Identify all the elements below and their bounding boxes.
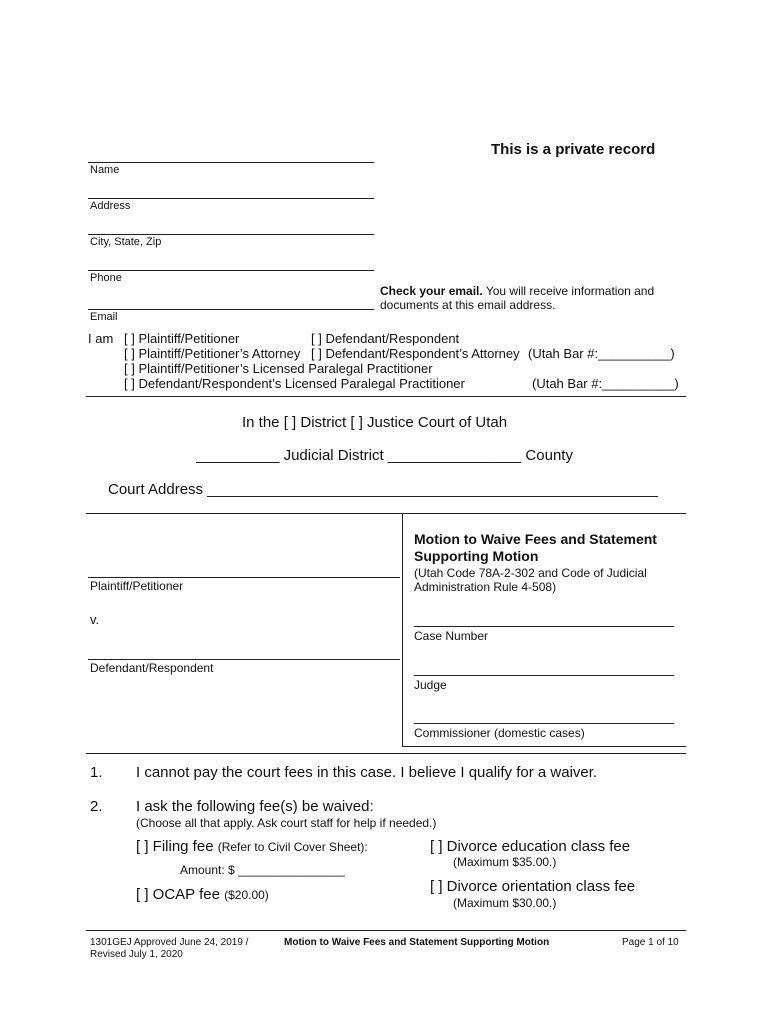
footer-rule — [86, 930, 686, 931]
city-state-zip-label: City, State, Zip — [90, 236, 162, 248]
bar-number-2[interactable]: (Utah Bar #:__________) — [532, 376, 679, 391]
bar-number-1[interactable]: (Utah Bar #:__________) — [528, 346, 675, 361]
plaintiff-label: Plaintiff/Petitioner — [90, 579, 184, 593]
district-county-line[interactable]: __________ Judicial District ________________ County — [196, 447, 573, 464]
city-state-zip-line[interactable] — [88, 234, 374, 235]
page-number: Page 1 of 10 — [622, 937, 679, 948]
name-label: Name — [90, 164, 120, 176]
case-number-line[interactable] — [414, 626, 674, 627]
form-id-line2: Revised July 1, 2020 — [90, 949, 183, 960]
divorce-orientation-max: (Maximum $30.00.) — [453, 896, 557, 910]
email-line[interactable] — [88, 309, 374, 310]
filing-fee-amount[interactable]: Amount: $ ________________ — [180, 863, 345, 877]
defendant-line[interactable] — [88, 659, 400, 660]
court-type-line[interactable]: In the [ ] District [ ] Justice Court of Utah — [242, 414, 508, 431]
divorce-education-checkbox[interactable]: [ ] Divorce education class fee — [430, 838, 631, 855]
item-2-note: (Choose all that apply. Ask court staff for help if needed.) — [136, 816, 437, 830]
ocap-fee-label: [ ] OCAP fee — [136, 886, 225, 903]
versus: v. — [90, 612, 100, 627]
divider-after-role — [86, 396, 686, 397]
plaintiff-line[interactable] — [88, 577, 400, 578]
phone-line[interactable] — [88, 270, 374, 271]
role-prefix: I am — [88, 331, 114, 346]
ocap-fee-checkbox[interactable] — [136, 886, 269, 904]
option-plaintiff[interactable]: [ ] Plaintiff/Petitioner — [124, 331, 240, 346]
code-reference-line2: Administration Rule 4-508) — [414, 580, 557, 594]
code-reference-line1: (Utah Code 78A-2-302 and Code of Judicial — [414, 566, 647, 580]
motion-title-line1: Motion to Waive Fees and Statement — [414, 531, 657, 547]
form-id-line1: 1301GEJ Approved June 24, 2019 / — [90, 937, 249, 948]
name-line[interactable] — [88, 162, 374, 163]
email-label: Email — [90, 311, 118, 323]
item-2-number: 2. — [90, 798, 103, 815]
email-note-bold: Check your email. — [380, 284, 483, 298]
email-note — [380, 284, 654, 298]
filing-fee-label: [ ] Filing fee — [136, 838, 218, 855]
option-plaintiff-attorney[interactable]: [ ] Plaintiff/Petitioner’s Attorney — [124, 346, 301, 361]
divorce-orientation-checkbox[interactable]: [ ] Divorce orientation class fee — [430, 878, 636, 895]
filing-fee-note: (Refer to Civil Cover Sheet): — [217, 840, 368, 854]
option-plaintiff-paralegal[interactable]: [ ] Plaintiff/Petitioner’s Licensed Paralegal Practitioner — [124, 361, 433, 376]
divider-after-caption — [86, 753, 686, 754]
filing-fee-checkbox[interactable] — [136, 838, 368, 856]
motion-title-line2: Supporting Motion — [414, 548, 539, 564]
court-address-line[interactable]: Court Address ______________________________________________________ — [108, 481, 658, 498]
case-number-label: Case Number — [414, 629, 489, 643]
option-defendant[interactable]: [ ] Defendant/Respondent — [311, 331, 460, 346]
judge-label: Judge — [414, 678, 447, 692]
address-line[interactable] — [88, 198, 374, 199]
commissioner-label: Commissioner (domestic cases) — [414, 726, 585, 740]
caption-top-rule — [86, 513, 686, 514]
caption-bottom-rule — [402, 746, 686, 747]
divorce-education-max: (Maximum $35.00.) — [453, 855, 557, 869]
email-note-rest: You will receive information and — [482, 284, 655, 298]
defendant-label: Defendant/Respondent — [90, 661, 214, 675]
private-record-heading: This is a private record — [491, 141, 656, 158]
address-label: Address — [90, 200, 131, 212]
item-1-text: I cannot pay the court fees in this case. I believe I qualify for a waiver. — [136, 764, 598, 781]
commissioner-line[interactable] — [414, 723, 674, 724]
email-note-line2: documents at this email address. — [380, 298, 556, 312]
phone-label: Phone — [90, 272, 122, 284]
item-2-text: I ask the following fee(s) be waived: — [136, 798, 374, 815]
caption-divider — [402, 513, 403, 747]
judge-line[interactable] — [414, 675, 674, 676]
option-defendant-attorney[interactable]: [ ] Defendant/Respondent’s Attorney — [311, 346, 520, 361]
item-1-number: 1. — [90, 764, 103, 781]
footer-form-title: Motion to Waive Fees and Statement Supporting Motion — [284, 937, 550, 948]
ocap-fee-note: ($20.00) — [224, 888, 269, 902]
option-defendant-paralegal[interactable]: [ ] Defendant/Respondent’s Licensed Paralegal Practitioner — [124, 376, 465, 391]
